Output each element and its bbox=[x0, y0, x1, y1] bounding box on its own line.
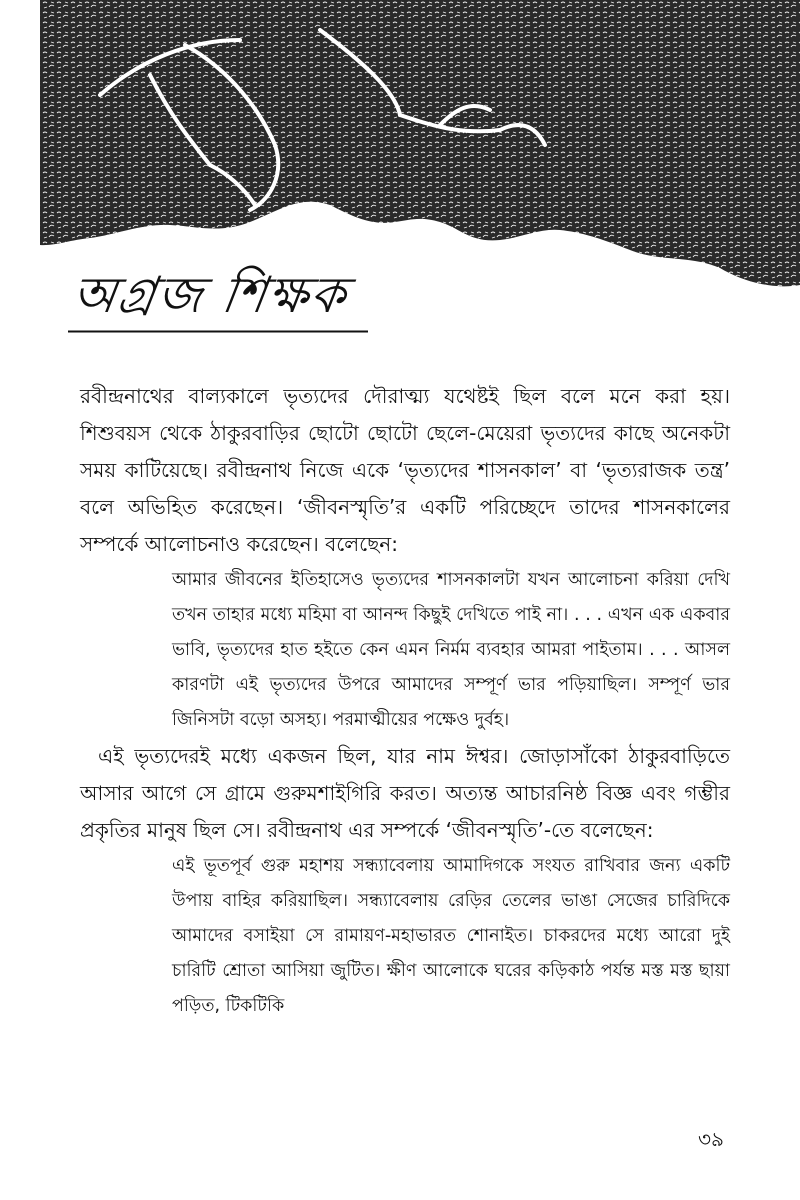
page-number: ৩৯ bbox=[698, 1127, 724, 1151]
chapter-title: অগ্রজ শিক্ষক bbox=[68, 266, 352, 324]
body-paragraph: এই ভৃত্যদেরই মধ্যে একজন ছিল, যার নাম ঈশ্বর। জোড়াসাঁকো ঠাকুরবাড়িতে আসার আগে সে গ্রামে গুরুমশাইগিরি করত। অত্যন্ত আচারনিষ্ঠ বিজ্ঞ এবং গম্ভীর প্রকৃতির মানুষ ছিল সে। রবীন্দ্রনাথ এর সম্পর্কে ‘জীবনস্মৃতি’-তে বলেছেন: bbox=[80, 744, 730, 842]
body-paragraph: রবীন্দ্রনাথের বাল্যকালে ভৃত্যদের দৌরাত্ম্য যথেষ্টই ছিল বলে মনে করা হয়। শিশুবয়স থেকে ঠাকুরবাড়ির ছোটো ছোটো ছেলে-মেয়েরা ভৃত্যদের কাছে অনেকটা সময় কাটিয়েছে। রবীন্দ্রনাথ নিজে একে ‘ভৃত্যদের শাসনকাল’ বা ‘ভৃত্যরাজক তন্ত্র’ বলে অভিহিত করেছেন। ‘জীবনস্মৃতি’র একটি পরিচ্ছেদে তাদের শাসনকালের সম্পর্কে আলোচনাও করেছেন। বলেছেন: bbox=[80, 384, 730, 556]
header-illustration bbox=[0, 0, 800, 300]
block-quote: এই ভূতপূর্ব গুরু মহাশয় সন্ধ্যাবেলায় আমাদিগকে সংযত রাখিবার জন্য একটি উপায় বাহির করিয়াছিল। সন্ধ্যাবেলায় রেড়ির তেলের ভাঙা সেজের চারিদিকে আমাদের বসাইয়া সে রামায়ণ-মহাভারত শোনাইত। চাকরদের মধ্যে আরো দুই চারিটি শ্রোতা আসিয়া জুটিত। ক্ষীণ আলোকে ঘরের কড়িকাঠ পর্যন্ত মস্ত মস্ত ছায়া পড়িত, টিকটিকি bbox=[172, 856, 730, 1016]
page-body bbox=[80, 378, 730, 1024]
ink-mass bbox=[40, 0, 800, 286]
title-underline bbox=[68, 330, 368, 333]
block-quote: আমার জীবনের ইতিহাসেও ভৃত্যদের শাসনকালটা যখন আলোচনা করিয়া দেখি তখন তাহার মধ্যে মহিমা বা আনন্দ কিছুই দেখিতে পাই না। . . . এখন এক একবার ভাবি, ভৃত্যদের হাত হইতে কেন এমন নির্মম ব্যবহার আমরা পাইতাম। . . . আসল কারণটা এই ভৃত্যদের উপরে আমাদের সম্পূর্ণ ভার পড়িয়াছিল। সম্পূর্ণ ভার জিনিসটা বড়ো অসহ্য। পরমাত্মীয়ের পক্ষেও দুর্বহ। bbox=[172, 570, 730, 730]
